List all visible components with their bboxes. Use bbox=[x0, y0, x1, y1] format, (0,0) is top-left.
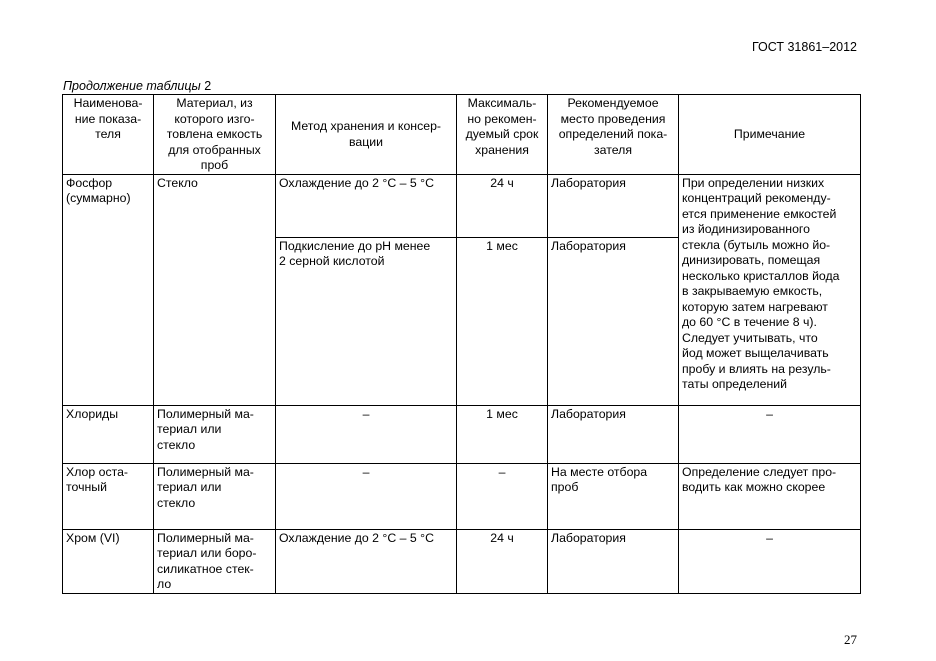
table-row bbox=[63, 529, 861, 593]
cell-method: – bbox=[276, 463, 457, 529]
caption-italic: Продолжение таблицы bbox=[63, 79, 201, 93]
storage-table bbox=[62, 94, 861, 594]
page-number: 27 bbox=[844, 632, 857, 647]
table-row bbox=[63, 463, 861, 529]
cell-note: – bbox=[679, 529, 861, 593]
table-row bbox=[63, 174, 861, 237]
cell-note: Определение следует про- водить как можно скорее bbox=[679, 463, 861, 529]
cell-note: При определении низких концентраций рекоменду- ется применение емкостей из йодинизированного стекла (бутыль можно йо- динизировать, помещая несколько кристаллов йода в закрываемую емкость, которую затем нагревают до 60 °С в течение 8 ч). Следует учитывать, что йод может выщелачивать пробу и влиять на резуль- таты определений bbox=[679, 174, 861, 405]
cell-place: На месте отбора проб bbox=[548, 463, 679, 529]
header-indicator: Наименова- ние показа- теля bbox=[63, 95, 154, 175]
cell-term: 1 мес bbox=[457, 237, 548, 405]
cell-place: Лаборатория bbox=[548, 529, 679, 593]
standard-code: ГОСТ 31861–2012 bbox=[751, 40, 857, 54]
cell-material: Полимерный ма- териал или стекло bbox=[154, 463, 276, 529]
cell-method: – bbox=[276, 405, 457, 463]
header-row bbox=[63, 95, 861, 175]
cell-term: 1 мес bbox=[457, 405, 548, 463]
header-note: Примечание bbox=[679, 95, 861, 175]
cell-place: Лаборатория bbox=[548, 405, 679, 463]
cell-term: 24 ч bbox=[457, 529, 548, 593]
cell-method: Охлаждение до 2 °С – 5 °С bbox=[276, 529, 457, 593]
cell-name: Фосфор (суммарно) bbox=[63, 174, 154, 405]
header-method: Метод хранения и консер- вации bbox=[276, 95, 457, 175]
table-continuation-caption bbox=[63, 79, 211, 93]
cell-name: Хром (VI) bbox=[63, 529, 154, 593]
cell-method: Охлаждение до 2 °С – 5 °С bbox=[276, 174, 457, 237]
cell-material: Стекло bbox=[154, 174, 276, 405]
header-term: Максималь- но рекомен- дуемый срок хранения bbox=[457, 95, 548, 175]
header-place: Рекомендуемое место проведения определений пока- зателя bbox=[548, 95, 679, 175]
header-material: Материал, из которого изго- товлена емкость для отобранных проб bbox=[154, 95, 276, 175]
table-row bbox=[63, 405, 861, 463]
cell-name: Хлор оста- точный bbox=[63, 463, 154, 529]
caption-number: 2 bbox=[200, 79, 212, 93]
cell-name: Хлориды bbox=[63, 405, 154, 463]
cell-term: – bbox=[457, 463, 548, 529]
cell-method: Подкисление до рН менее 2 серной кислотой bbox=[276, 237, 457, 405]
cell-material: Полимерный ма- териал или стекло bbox=[154, 405, 276, 463]
cell-place: Лаборатория bbox=[548, 237, 679, 405]
cell-place: Лаборатория bbox=[548, 174, 679, 237]
cell-term: 24 ч bbox=[457, 174, 548, 237]
cell-material: Полимерный ма- териал или боро- силикатное стек- ло bbox=[154, 529, 276, 593]
cell-note: – bbox=[679, 405, 861, 463]
